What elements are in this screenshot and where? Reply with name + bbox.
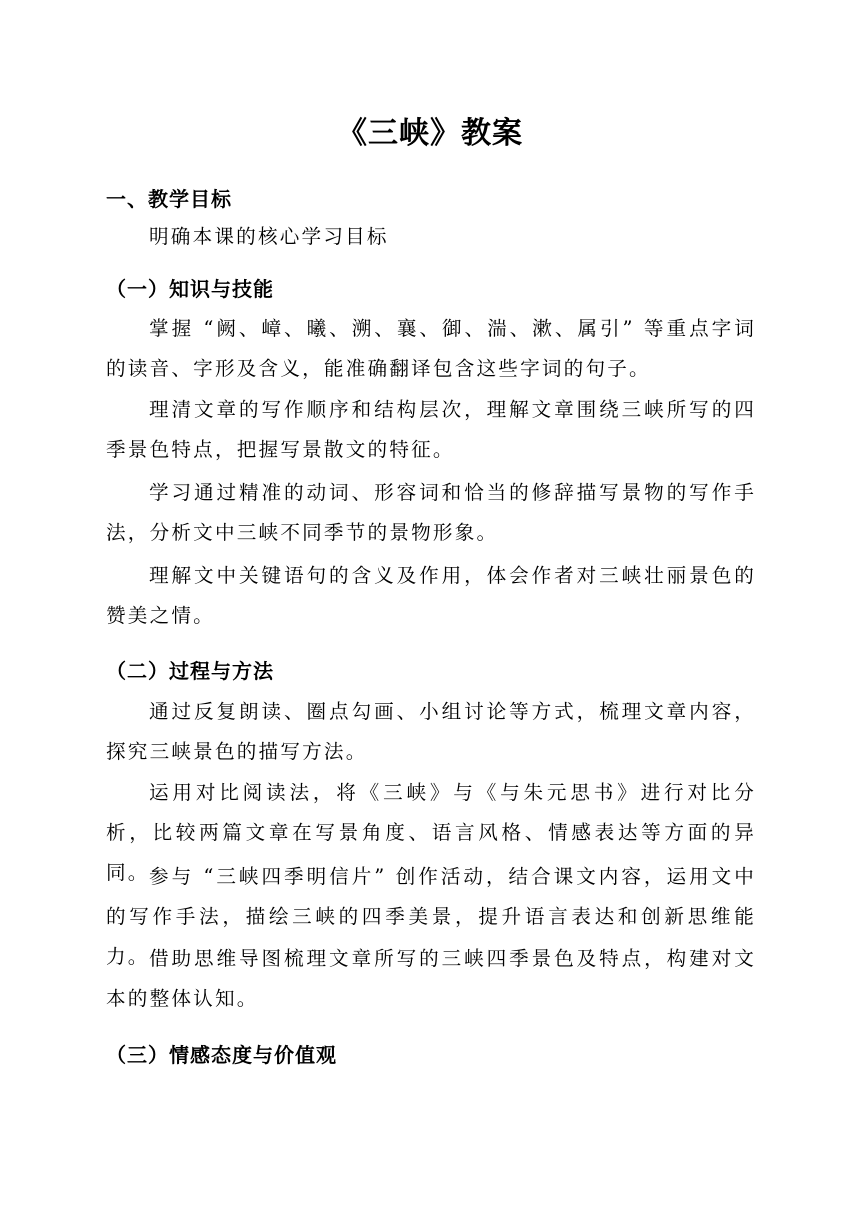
paragraph: 理清文章的写作顺序和结构层次，理解文章围绕三峡所写的四季景色特点，把握写景散文的特征。 (106, 398, 756, 461)
paragraph: 运用对比阅读法，将《三峡》与《与朱元思书》进行对比分析，比较两篇文章在写景角度、语言风格、情感表达等方面的异同。 (106, 781, 756, 884)
subsection-heading-emotion-values: （三）情感态度与价值观 (106, 1043, 337, 1067)
paragraph: 理解文中关键语句的含义及作用，体会作者对三峡壮丽景色的赞美之情。 (106, 564, 756, 627)
paragraph: 学习通过精准的动词、形容词和恰当的修辞描写景物的写作手法，分析文中三峡不同季节的景物形象。 (106, 481, 756, 544)
section-intro: 明确本课的核心学习目标 (149, 225, 389, 248)
section-heading-teaching-goals: 一、教学目标 (106, 187, 232, 211)
paragraph: 参与 “三峡四季明信片” 创作活动，结合课文内容，运用文中的写作手法，描绘三峡的四季美景，提升语言表达和创新思维能力。 (106, 865, 756, 968)
paragraph: 掌握 “阙、嶂、曦、溯、襄、御、湍、漱、属引” 等重点字词的读音、字形及含义，能准确翻译包含这些字词的句子。 (106, 317, 756, 380)
paragraph: 借助思维导图梳理文章所写的三峡四季景色及特点，构建对文本的整体认知。 (106, 947, 756, 1010)
paragraph: 通过反复朗读、圈点勾画、小组讨论等方式，梳理文章内容，探究三峡景色的描写方法。 (106, 700, 756, 763)
subsection-heading-knowledge-skills: （一）知识与技能 (106, 277, 274, 301)
document-title: 《三峡》教案 (337, 116, 523, 151)
subsection-heading-process-methods: （二）过程与方法 (106, 659, 274, 683)
